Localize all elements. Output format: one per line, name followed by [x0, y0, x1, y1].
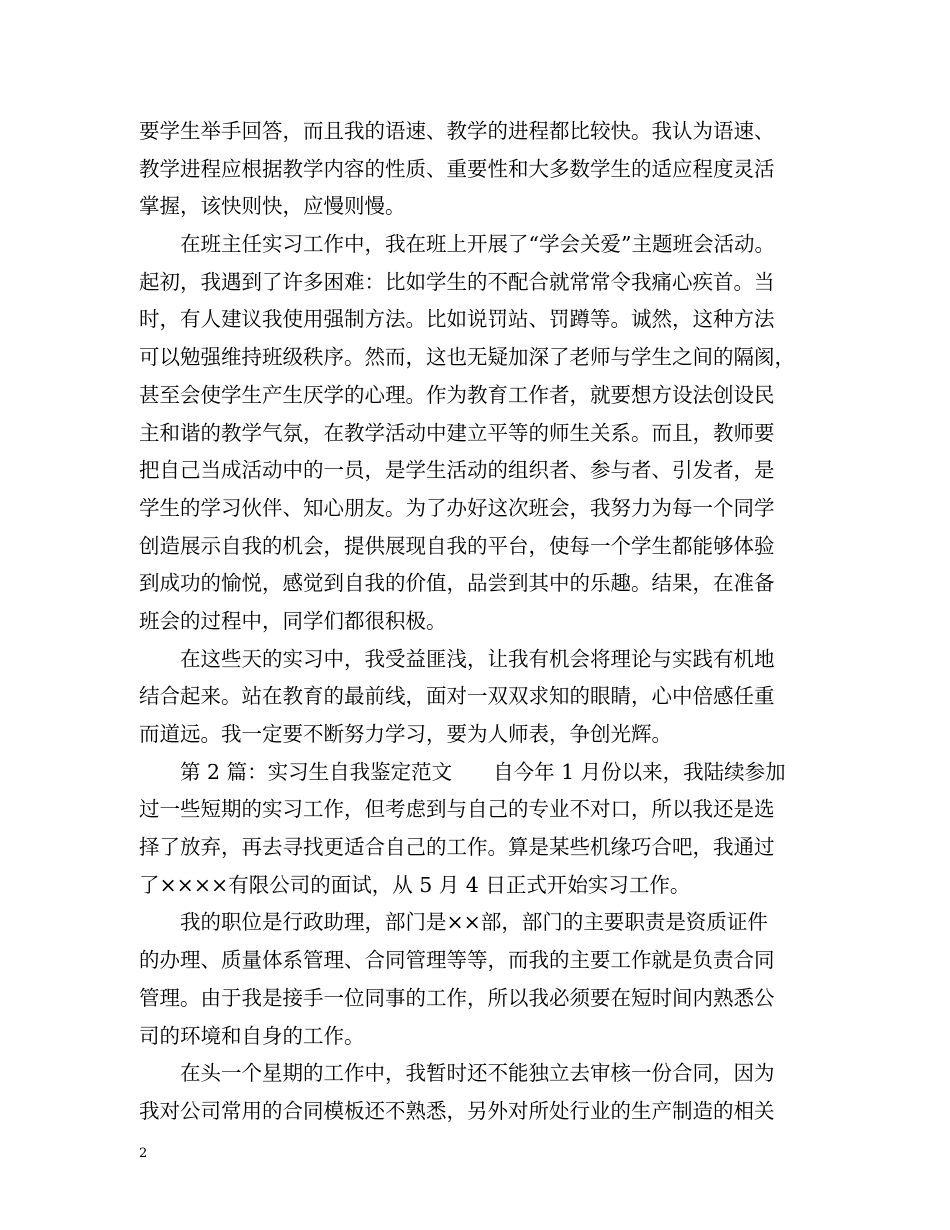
text-line: 在头一个星期的工作中，我暂时还不能独立去审核一份合同，因为	[139, 1061, 775, 1086]
text-line: 管理。由于我是接手一位同事的工作，所以我必须要在短时间内熟悉公	[139, 985, 775, 1010]
text-line: 择了放弃，再去寻找更适合自己的工作。算是某些机缘巧合吧，我通过	[139, 835, 775, 860]
text-line: 司的环境和自身的工作。	[139, 1023, 365, 1048]
text-line: 到成功的愉悦，感觉到自我的价值，品尝到其中的乐趣。结果，在准备	[139, 571, 775, 596]
text-line: 起初，我遇到了许多困难：比如学生的不配合就常常令我痛心疾首。当	[139, 269, 775, 294]
text-line: 创造展示自我的机会，提供展现自我的平台，使每一个学生都能够体验	[139, 533, 775, 558]
text-line: 把自己当成活动中的一员，是学生活动的组织者、参与者、引发者，是	[139, 458, 775, 483]
text-line: 了××××有限公司的面试，从 5 月 4 日正式开始实习工作。	[139, 872, 691, 897]
text-line: 学生的学习伙伴、知心朋友。为了办好这次班会，我努力为每一个同学	[139, 495, 775, 520]
text-line: 在班主任实习工作中，我在班上开展了“学会关爱”主题班会活动。	[139, 232, 775, 257]
text-line: 可以勉强维持班级秩序。然而，这也无疑加深了老师与学生之间的隔阂，	[139, 345, 795, 370]
text-line: 要学生举手回答，而且我的语速、教学的进程都比较快。我认为语速、	[139, 119, 775, 143]
text-line: 甚至会使学生产生厌学的心理。作为教育工作者，就要想方设法创设民	[139, 382, 775, 407]
text-line: 我的职位是行政助理，部门是××部，部门的主要职责是资质证件	[139, 910, 768, 935]
body-text	[139, 113, 819, 1131]
text-line: 而道远。我一定要不断努力学习，要为人师表，争创光辉。	[139, 722, 672, 746]
text-line: 掌握，该快则快，应慢则慢。	[139, 194, 406, 219]
text-line: 第 2 篇：实习生自我鉴定范文 自今年 1 月份以来，我陆续参加	[139, 759, 786, 784]
text-line: 我对公司常用的合同模板还不熟悉，另外对所处行业的生产制造的相关	[139, 1098, 775, 1123]
page-number: 2	[139, 1146, 148, 1161]
text-line: 结合起来。站在教育的最前线，面对一双双求知的眼睛，心中倍感任重	[139, 684, 775, 709]
text-line: 的办理、质量体系管理、合同管理等等，而我的主要工作就是负责合同	[139, 948, 775, 973]
text-line: 在这些天的实习中，我受益匪浅，让我有机会将理论与实践有机地	[139, 646, 775, 671]
text-line: 过一些短期的实习工作，但考虑到与自己的专业不对口，所以我还是选	[139, 797, 775, 822]
text-line: 教学进程应根据教学内容的性质、重要性和大多数学生的适应程度灵活	[139, 156, 775, 181]
text-line: 班会的过程中，同学们都很积极。	[139, 608, 447, 633]
text-line: 主和谐的教学气氛，在教学活动中建立平等的师生关系。而且，教师要	[139, 420, 775, 445]
text-line: 时，有人建议我使用强制方法。比如说罚站、罚蹲等。诚然，这种方法	[139, 307, 775, 332]
